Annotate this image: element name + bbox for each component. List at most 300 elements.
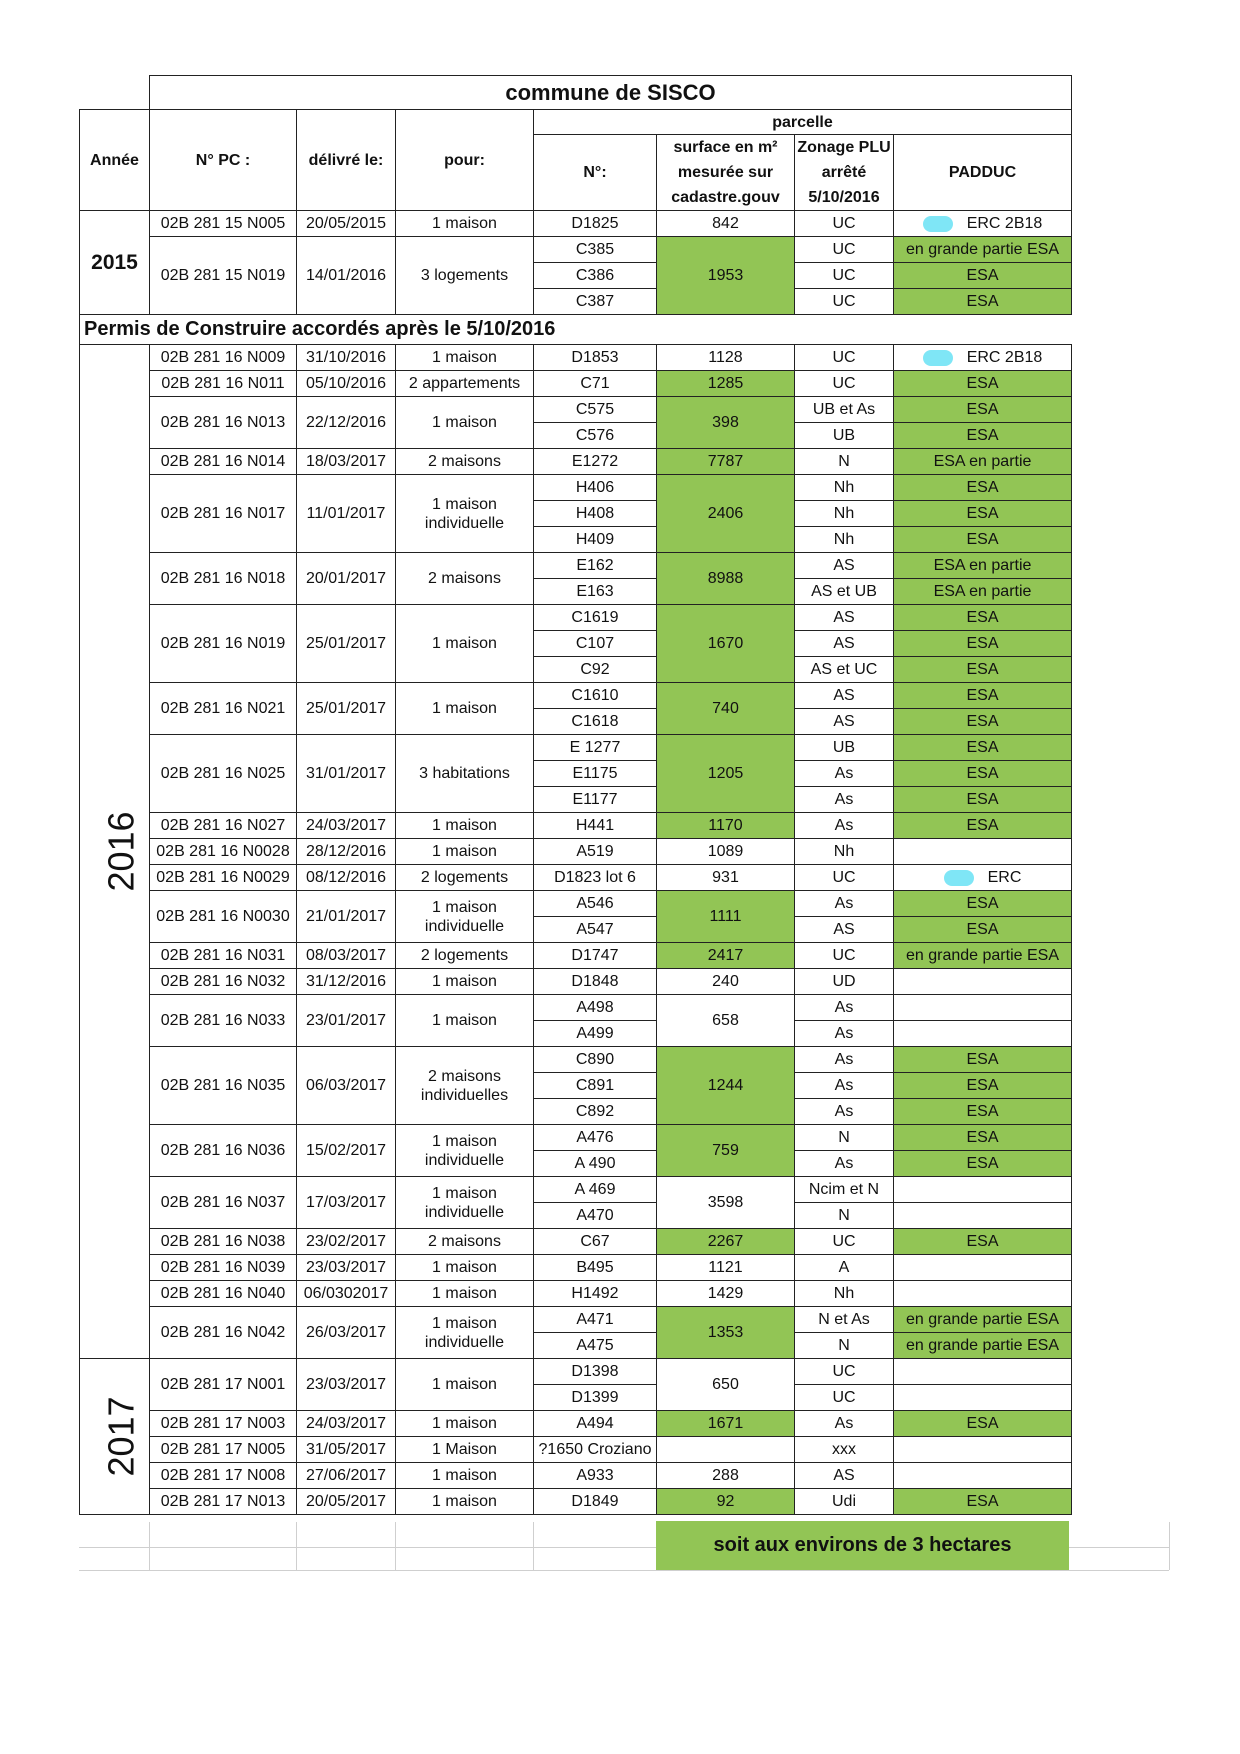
padduc xyxy=(894,761,1072,787)
grid-line xyxy=(296,1522,297,1570)
zonage: UC xyxy=(795,289,894,315)
year-cell xyxy=(80,1359,150,1515)
padduc-label: ESA xyxy=(966,739,999,756)
delivery-date: 17/03/2017 xyxy=(297,1177,396,1229)
parcel-number: A 490 xyxy=(534,1151,657,1177)
parcel-number: C107 xyxy=(534,631,657,657)
padduc-label: ERC xyxy=(987,869,1022,886)
padduc xyxy=(894,1411,1072,1437)
padduc xyxy=(894,969,1072,995)
zonage: As xyxy=(795,787,894,813)
surface: 759 xyxy=(657,1125,795,1177)
purpose: 1 maison xyxy=(396,211,534,237)
padduc xyxy=(894,553,1072,579)
parcel-number: A519 xyxy=(534,839,657,865)
header-pour: pour: xyxy=(396,110,534,211)
padduc-label: ESA xyxy=(966,1233,999,1250)
parcel-number: H406 xyxy=(534,475,657,501)
table-row xyxy=(80,345,1072,371)
purpose: 1 maison xyxy=(396,1255,534,1281)
parcel-number: A498 xyxy=(534,995,657,1021)
pc-number: 02B 281 16 N014 xyxy=(150,449,297,475)
delivery-date: 23/02/2017 xyxy=(297,1229,396,1255)
purpose: 1 maison xyxy=(396,1359,534,1411)
table-row xyxy=(80,553,1072,579)
zonage: N xyxy=(795,1125,894,1151)
padduc-label: ESA xyxy=(966,609,999,626)
delivery-date: 28/12/2016 xyxy=(297,839,396,865)
zonage: AS xyxy=(795,709,894,735)
table-row xyxy=(80,969,1072,995)
zonage: UC xyxy=(795,1385,894,1411)
parcel-number: A471 xyxy=(534,1307,657,1333)
padduc-label: ESA xyxy=(966,1155,999,1172)
zonage: As xyxy=(795,1047,894,1073)
padduc xyxy=(894,683,1072,709)
zonage: AS xyxy=(795,917,894,943)
parcel-number: D1823 lot 6 xyxy=(534,865,657,891)
table-row xyxy=(80,865,1072,891)
surface: 2417 xyxy=(657,943,795,969)
delivery-date: 25/01/2017 xyxy=(297,605,396,683)
padduc-label: ESA xyxy=(966,1129,999,1146)
zonage: As xyxy=(795,813,894,839)
zonage: UB et As xyxy=(795,397,894,423)
delivery-date: 26/03/2017 xyxy=(297,1307,396,1359)
padduc-label: ESA xyxy=(966,1077,999,1094)
table-row xyxy=(80,839,1072,865)
parcel-number: C575 xyxy=(534,397,657,423)
zonage: As xyxy=(795,995,894,1021)
parcel-number: D1825 xyxy=(534,211,657,237)
pc-number: 02B 281 17 N001 xyxy=(150,1359,297,1411)
padduc-label: en grande partie ESA xyxy=(906,1337,1059,1354)
padduc xyxy=(894,1047,1072,1073)
zonage: Nh xyxy=(795,839,894,865)
padduc-label: ESA xyxy=(966,531,999,548)
zonage: Udi xyxy=(795,1489,894,1515)
parcel-number: C385 xyxy=(534,237,657,263)
padduc xyxy=(894,579,1072,605)
parcel-number: E1175 xyxy=(534,761,657,787)
padduc xyxy=(894,605,1072,631)
zonage: AS xyxy=(795,683,894,709)
surface: 1953 xyxy=(657,237,795,315)
parcel-number: C1619 xyxy=(534,605,657,631)
delivery-date: 31/01/2017 xyxy=(297,735,396,813)
parcel-number: A470 xyxy=(534,1203,657,1229)
delivery-date: 24/03/2017 xyxy=(297,813,396,839)
parcel-number: D1747 xyxy=(534,943,657,969)
parcel-number: E1177 xyxy=(534,787,657,813)
parcel-number: ?1650 Croziano xyxy=(534,1437,657,1463)
delivery-date: 23/03/2017 xyxy=(297,1359,396,1411)
surface: 7787 xyxy=(657,449,795,475)
padduc xyxy=(894,865,1072,891)
surface: 658 xyxy=(657,995,795,1047)
parcel-number: D1853 xyxy=(534,345,657,371)
parcel-number: A546 xyxy=(534,891,657,917)
pc-number: 02B 281 16 N0028 xyxy=(150,839,297,865)
padduc-label: ESA xyxy=(966,635,999,652)
padduc xyxy=(894,1151,1072,1177)
surface xyxy=(657,1437,795,1463)
delivery-date: 21/01/2017 xyxy=(297,891,396,943)
padduc xyxy=(894,813,1072,839)
pc-number: 02B 281 16 N025 xyxy=(150,735,297,813)
pc-number: 02B 281 16 N027 xyxy=(150,813,297,839)
padduc xyxy=(894,1073,1072,1099)
zonage: UC xyxy=(795,371,894,397)
purpose: 2 appartements xyxy=(396,371,534,397)
parcel-number: D1848 xyxy=(534,969,657,995)
table-row xyxy=(80,1463,1072,1489)
delivery-date: 18/03/2017 xyxy=(297,449,396,475)
table-row xyxy=(80,1489,1072,1515)
padduc-label: ESA xyxy=(966,1493,999,1510)
parcel-number: A547 xyxy=(534,917,657,943)
padduc xyxy=(894,449,1072,475)
parcel-number: H409 xyxy=(534,527,657,553)
parcel-number: D1849 xyxy=(534,1489,657,1515)
grid-line xyxy=(79,1570,1169,1571)
zonage: AS xyxy=(795,605,894,631)
padduc xyxy=(894,657,1072,683)
section-title: Permis de Construire accordés après le 5/10/2016 xyxy=(80,315,1072,345)
purpose: 1 maison xyxy=(396,969,534,995)
table-row xyxy=(80,605,1072,631)
table-row xyxy=(80,475,1072,501)
surface: 92 xyxy=(657,1489,795,1515)
padduc-label: ESA xyxy=(966,1051,999,1068)
surface: 398 xyxy=(657,397,795,449)
padduc xyxy=(894,1385,1072,1411)
parcel-number: A 469 xyxy=(534,1177,657,1203)
parcel-number: C1618 xyxy=(534,709,657,735)
delivery-date: 06/0302017 xyxy=(297,1281,396,1307)
surface: 1205 xyxy=(657,735,795,813)
surface: 1170 xyxy=(657,813,795,839)
padduc xyxy=(894,345,1072,371)
surface: 1670 xyxy=(657,605,795,683)
zonage: Nh xyxy=(795,1281,894,1307)
padduc xyxy=(894,397,1072,423)
highlight-marker-icon xyxy=(923,350,953,366)
pc-number: 02B 281 16 N009 xyxy=(150,345,297,371)
padduc xyxy=(894,237,1072,263)
padduc xyxy=(894,211,1072,237)
header-parcelle: parcelle xyxy=(534,110,1072,135)
zonage: UB xyxy=(795,423,894,449)
padduc xyxy=(894,289,1072,315)
header-annee: Année xyxy=(80,110,150,211)
padduc xyxy=(894,263,1072,289)
year-label: 2016 xyxy=(100,811,142,892)
padduc-label: ESA en partie xyxy=(933,557,1032,574)
surface: 1128 xyxy=(657,345,795,371)
purpose: 1 Maison xyxy=(396,1437,534,1463)
table-row xyxy=(80,371,1072,397)
pc-number: 02B 281 15 N019 xyxy=(150,237,297,315)
table-row xyxy=(80,1411,1072,1437)
padduc xyxy=(894,1463,1072,1489)
delivery-date: 05/10/2016 xyxy=(297,371,396,397)
surface: 8988 xyxy=(657,553,795,605)
purpose: 2 logements xyxy=(396,865,534,891)
parcel-number: E1272 xyxy=(534,449,657,475)
purpose: 2 logements xyxy=(396,943,534,969)
delivery-date: 11/01/2017 xyxy=(297,475,396,553)
parcel-number: C387 xyxy=(534,289,657,315)
pc-number: 02B 281 16 N042 xyxy=(150,1307,297,1359)
zonage: AS xyxy=(795,631,894,657)
page-title: commune de SISCO xyxy=(150,76,1072,110)
pc-number: 02B 281 16 N035 xyxy=(150,1047,297,1125)
grid-line xyxy=(1169,1522,1170,1570)
pc-number: 02B 281 16 N037 xyxy=(150,1177,297,1229)
padduc-label: ESA xyxy=(966,375,999,392)
parcel-number: A933 xyxy=(534,1463,657,1489)
zonage: As xyxy=(795,1411,894,1437)
surface: 1671 xyxy=(657,1411,795,1437)
parcel-number: C67 xyxy=(534,1229,657,1255)
zonage: AS et UC xyxy=(795,657,894,683)
parcel-number: C890 xyxy=(534,1047,657,1073)
padduc-label: ESA xyxy=(966,765,999,782)
header-zonage: Zonage PLU arrêté 5/10/2016 xyxy=(795,135,894,211)
pc-number: 02B 281 16 N036 xyxy=(150,1125,297,1177)
purpose: 1 maison xyxy=(396,683,534,735)
pc-number: 02B 281 16 N017 xyxy=(150,475,297,553)
grid-line xyxy=(149,1522,150,1570)
table-row xyxy=(80,237,1072,263)
padduc-label: en grande partie ESA xyxy=(906,1311,1059,1328)
parcel-number: A499 xyxy=(534,1021,657,1047)
surface: 240 xyxy=(657,969,795,995)
table-row xyxy=(80,995,1072,1021)
delivery-date: 25/01/2017 xyxy=(297,683,396,735)
purpose: 1 maison individuelle xyxy=(396,1177,534,1229)
year-cell xyxy=(80,345,150,1359)
pc-number: 02B 281 17 N008 xyxy=(150,1463,297,1489)
surface: 1353 xyxy=(657,1307,795,1359)
highlight-marker-icon xyxy=(923,216,953,232)
parcel-number: D1398 xyxy=(534,1359,657,1385)
padduc-label: ESA xyxy=(966,687,999,704)
padduc-label: ESA xyxy=(966,817,999,834)
table-row xyxy=(80,683,1072,709)
padduc xyxy=(894,1203,1072,1229)
parcel-number: D1399 xyxy=(534,1385,657,1411)
delivery-date: 20/01/2017 xyxy=(297,553,396,605)
table-row xyxy=(80,943,1072,969)
parcel-number: E 1277 xyxy=(534,735,657,761)
padduc xyxy=(894,839,1072,865)
surface: 1121 xyxy=(657,1255,795,1281)
parcel-number: A475 xyxy=(534,1333,657,1359)
padduc-label: ESA en partie xyxy=(933,453,1032,470)
table-row xyxy=(80,449,1072,475)
purpose: 3 habitations xyxy=(396,735,534,813)
pc-number: 02B 281 16 N021 xyxy=(150,683,297,735)
zonage: N xyxy=(795,1203,894,1229)
parcel-number: H1492 xyxy=(534,1281,657,1307)
year-cell: 2015 xyxy=(80,211,150,315)
purpose: 1 maison xyxy=(396,605,534,683)
zonage: N xyxy=(795,1333,894,1359)
table-row xyxy=(80,1281,1072,1307)
pc-number: 02B 281 16 N011 xyxy=(150,371,297,397)
purpose: 1 maison xyxy=(396,1411,534,1437)
pc-number: 02B 281 16 N038 xyxy=(150,1229,297,1255)
delivery-date: 20/05/2017 xyxy=(297,1489,396,1515)
padduc-label: en grande partie ESA xyxy=(906,241,1059,258)
padduc xyxy=(894,1333,1072,1359)
delivery-date: 15/02/2017 xyxy=(297,1125,396,1177)
padduc xyxy=(894,1229,1072,1255)
padduc xyxy=(894,891,1072,917)
pc-number: 02B 281 17 N003 xyxy=(150,1411,297,1437)
surface: 931 xyxy=(657,865,795,891)
zonage: AS et UB xyxy=(795,579,894,605)
parcel-number: A476 xyxy=(534,1125,657,1151)
table-row xyxy=(80,1437,1072,1463)
table-row xyxy=(80,397,1072,423)
purpose: 1 maison xyxy=(396,397,534,449)
parcel-number: C386 xyxy=(534,263,657,289)
pc-number: 02B 281 16 N033 xyxy=(150,995,297,1047)
purpose: 1 maison individuelle xyxy=(396,1125,534,1177)
corner-blank xyxy=(80,76,150,110)
padduc xyxy=(894,1177,1072,1203)
parcel-number: A494 xyxy=(534,1411,657,1437)
table-row xyxy=(80,1255,1072,1281)
surface: 1111 xyxy=(657,891,795,943)
pc-number: 02B 281 16 N039 xyxy=(150,1255,297,1281)
table-row xyxy=(80,891,1072,917)
zonage: As xyxy=(795,761,894,787)
padduc-label: ERC 2B18 xyxy=(966,215,1043,232)
zonage: UC xyxy=(795,237,894,263)
purpose: 1 maison individuelle xyxy=(396,475,534,553)
delivery-date: 08/03/2017 xyxy=(297,943,396,969)
purpose: 2 maisons xyxy=(396,449,534,475)
zonage: UC xyxy=(795,865,894,891)
padduc xyxy=(894,709,1072,735)
padduc-label: ESA xyxy=(966,1103,999,1120)
surface: 1285 xyxy=(657,371,795,397)
parcel-number: H408 xyxy=(534,501,657,527)
grid-line xyxy=(395,1522,396,1570)
zonage: As xyxy=(795,1151,894,1177)
padduc-label: ESA en partie xyxy=(933,583,1032,600)
year-label: 2017 xyxy=(100,1396,142,1477)
delivery-date: 23/03/2017 xyxy=(297,1255,396,1281)
padduc xyxy=(894,371,1072,397)
padduc xyxy=(894,735,1072,761)
zonage: AS xyxy=(795,1463,894,1489)
permits-table xyxy=(79,75,1072,1515)
purpose: 1 maison individuelle xyxy=(396,1307,534,1359)
table-row xyxy=(80,211,1072,237)
grid-line xyxy=(533,1522,534,1570)
padduc xyxy=(894,501,1072,527)
delivery-date: 20/05/2015 xyxy=(297,211,396,237)
purpose: 1 maison individuelle xyxy=(396,891,534,943)
zonage: As xyxy=(795,1021,894,1047)
purpose: 1 maison xyxy=(396,813,534,839)
zonage: N xyxy=(795,449,894,475)
padduc xyxy=(894,1125,1072,1151)
surface: 2406 xyxy=(657,475,795,553)
padduc-label: ESA xyxy=(966,401,999,418)
padduc-label: ESA xyxy=(966,895,999,912)
delivery-date: 31/10/2016 xyxy=(297,345,396,371)
purpose: 1 maison xyxy=(396,345,534,371)
parcel-number: C71 xyxy=(534,371,657,397)
table-row xyxy=(80,1229,1072,1255)
zonage: UC xyxy=(795,1229,894,1255)
purpose: 2 maisons xyxy=(396,553,534,605)
purpose: 1 maison xyxy=(396,839,534,865)
padduc xyxy=(894,1281,1072,1307)
parcel-number: C891 xyxy=(534,1073,657,1099)
table-row xyxy=(80,813,1072,839)
parcel-number: C576 xyxy=(534,423,657,449)
padduc-label: ESA xyxy=(966,791,999,808)
zonage: xxx xyxy=(795,1437,894,1463)
purpose: 2 maisons xyxy=(396,1229,534,1255)
pc-number: 02B 281 15 N005 xyxy=(150,211,297,237)
zonage: Nh xyxy=(795,501,894,527)
purpose: 1 maison xyxy=(396,1463,534,1489)
zonage: UC xyxy=(795,943,894,969)
header-num: N°: xyxy=(534,135,657,211)
zonage: N et As xyxy=(795,1307,894,1333)
pc-number: 02B 281 16 N040 xyxy=(150,1281,297,1307)
zonage: As xyxy=(795,1073,894,1099)
padduc xyxy=(894,917,1072,943)
zonage: UC xyxy=(795,345,894,371)
padduc xyxy=(894,1489,1072,1515)
padduc-label: ESA xyxy=(966,267,999,284)
table-row xyxy=(80,1307,1072,1333)
zonage: As xyxy=(795,891,894,917)
padduc-label: ESA xyxy=(966,713,999,730)
surface: 1089 xyxy=(657,839,795,865)
purpose: 1 maison xyxy=(396,1281,534,1307)
table-row xyxy=(80,1125,1072,1151)
table-row xyxy=(80,1047,1072,1073)
surface: 288 xyxy=(657,1463,795,1489)
surface: 842 xyxy=(657,211,795,237)
padduc xyxy=(894,787,1072,813)
padduc-label: ESA xyxy=(966,479,999,496)
padduc xyxy=(894,995,1072,1021)
zonage: Nh xyxy=(795,475,894,501)
parcel-number: B495 xyxy=(534,1255,657,1281)
zonage: As xyxy=(795,1099,894,1125)
pc-number: 02B 281 16 N032 xyxy=(150,969,297,995)
parcel-number: C92 xyxy=(534,657,657,683)
delivery-date: 24/03/2017 xyxy=(297,1411,396,1437)
zonage: UB xyxy=(795,735,894,761)
parcel-number: C892 xyxy=(534,1099,657,1125)
table-row xyxy=(80,735,1072,761)
padduc xyxy=(894,1099,1072,1125)
zonage: UC xyxy=(795,263,894,289)
header-surface: surface en m² mesurée sur cadastre.gouv xyxy=(657,135,795,211)
